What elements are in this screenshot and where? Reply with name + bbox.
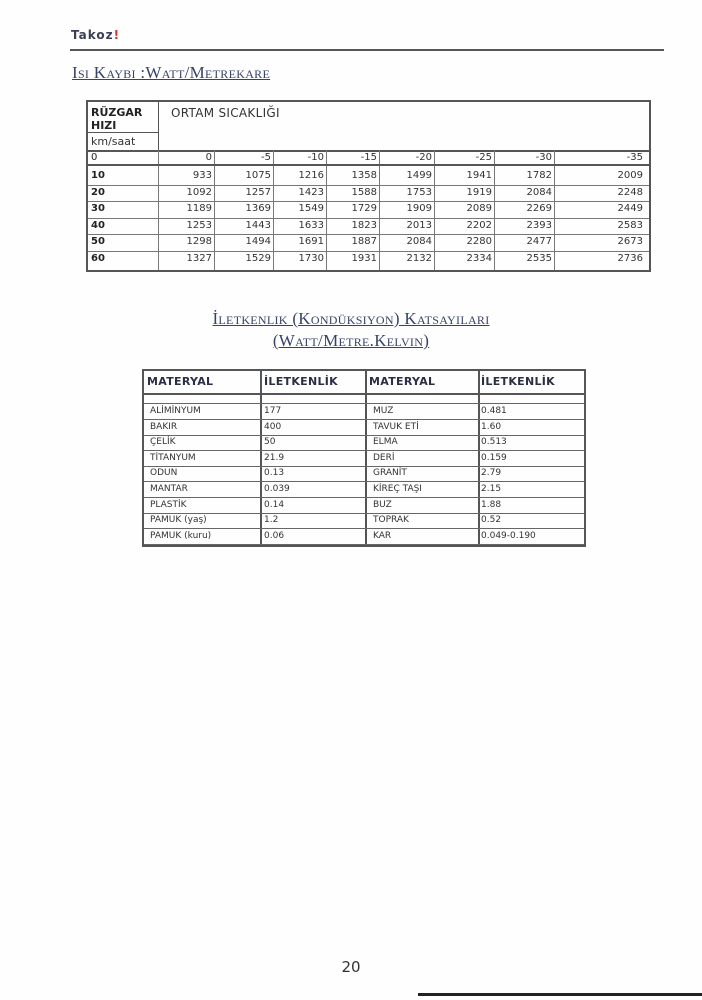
material-cell: 0.13 (264, 468, 285, 479)
wind-speed-label: 60 (91, 252, 105, 264)
row-divider (144, 481, 584, 482)
material-cell: 0.513 (481, 437, 507, 448)
material-cell: 0.039 (264, 484, 290, 494)
material-cell: 50 (264, 437, 276, 448)
column-tick (158, 150, 159, 164)
header-divider (144, 393, 584, 395)
heat-loss-cell: 1216 (298, 170, 324, 181)
heat-loss-cell: 2084 (406, 236, 432, 247)
wind-speed-label: 10 (91, 170, 105, 181)
heat-loss-cell: 2393 (526, 219, 552, 231)
material-cell: KİREÇ TAŞI (373, 484, 422, 494)
heat-loss-cell: 1633 (298, 219, 324, 231)
page-number: 20 (341, 958, 361, 976)
heat-loss-cell: 1443 (245, 219, 271, 231)
row-divider (88, 201, 649, 202)
material-cell: TİTANYUM (150, 452, 196, 463)
row-divider (88, 185, 649, 186)
material-cell: 1.88 (481, 499, 502, 510)
material-cell: 1.60 (481, 421, 502, 432)
material-cell: BUZ (373, 499, 392, 510)
heat-loss-cell: 1358 (351, 170, 377, 181)
temperature-header: -25 (475, 152, 492, 163)
conductivity-title-line1: İletkenlik (Kondüksiyon) Katsayilari (212, 309, 490, 328)
row-divider (88, 234, 649, 235)
heat-loss-cell: 2736 (617, 252, 643, 264)
material-cell: TOPRAK (373, 515, 409, 526)
row-divider (144, 528, 584, 529)
column-divider (158, 166, 159, 270)
temperature-header: -35 (626, 152, 643, 163)
heat-loss-cell: 1529 (245, 252, 271, 264)
material-cell: 2.15 (481, 484, 502, 494)
temperature-header: -10 (307, 152, 324, 163)
row-divider (144, 497, 584, 498)
row-divider (144, 419, 584, 420)
heat-loss-cell: 2583 (617, 219, 643, 231)
heat-loss-cell: 1887 (351, 236, 377, 247)
wind-speed-label: 20 (91, 186, 105, 198)
heat-loss-cell: 1823 (351, 219, 377, 231)
material-cell: ODUN (150, 468, 178, 479)
heat-loss-title: Isi Kaybi :Watt/Metrekare (72, 63, 271, 82)
heat-loss-cell: 1919 (466, 186, 492, 198)
column-tick (494, 150, 495, 164)
heat-loss-cell: 2089 (466, 203, 492, 214)
heat-loss-cell: 1499 (406, 170, 432, 181)
column-divider (260, 371, 262, 545)
zero-row-label: 0 (91, 152, 98, 163)
heat-loss-cell: 1092 (186, 186, 212, 198)
material-cell: 0.06 (264, 530, 285, 541)
row-divider (144, 435, 584, 436)
heat-loss-cell: 2334 (466, 252, 492, 264)
heat-loss-cell: 2248 (617, 186, 643, 198)
material-cell: DERİ (373, 452, 395, 463)
heat-loss-cell: 2084 (526, 186, 552, 198)
header-rule (70, 49, 664, 51)
column-tick (326, 150, 327, 164)
heat-loss-cell: 2202 (466, 219, 492, 231)
row-divider (144, 513, 584, 514)
column-header: MATERYAL (147, 375, 214, 388)
material-cell: 0.14 (264, 499, 285, 510)
column-tick (554, 150, 555, 164)
wind-speed-header: RÜZGAR HIZI (91, 106, 143, 132)
heat-loss-cell: 2535 (526, 252, 552, 264)
temperature-header: -15 (360, 152, 377, 163)
material-cell: 0.52 (481, 515, 502, 526)
column-divider (273, 166, 274, 270)
footer-rule (418, 993, 702, 996)
heat-loss-cell: 1369 (245, 203, 271, 214)
material-cell: 0.049-0.190 (481, 530, 536, 541)
heat-loss-cell: 1423 (298, 186, 324, 198)
material-cell: 1.2 (264, 515, 279, 526)
heat-loss-cell: 2449 (617, 203, 643, 214)
material-cell: ÇELİK (150, 437, 176, 448)
conductivity-title-line2: (Watt/Metre.Kelvin) (272, 331, 430, 350)
column-tick (434, 150, 435, 164)
heat-loss-cell: 1257 (245, 186, 271, 198)
material-cell: KAR (373, 530, 392, 541)
heat-loss-cell: 1549 (298, 203, 324, 214)
header-divider (144, 403, 584, 404)
material-cell: TAVUK ETİ (373, 421, 419, 432)
heat-loss-cell: 1753 (406, 186, 432, 198)
heat-loss-table (86, 100, 651, 272)
column-tick (273, 150, 274, 164)
column-divider (478, 371, 480, 545)
wind-speed-label: 30 (91, 203, 105, 214)
heat-loss-cell: 1909 (406, 203, 432, 214)
heat-loss-cell: 1494 (245, 236, 271, 247)
column-tick (379, 150, 380, 164)
material-cell: MUZ (373, 406, 394, 416)
material-cell: 177 (264, 406, 282, 416)
row-divider (144, 544, 584, 545)
material-cell: ALİMİNYUM (150, 406, 201, 416)
column-tick (214, 150, 215, 164)
heat-loss-cell: 1691 (298, 236, 324, 247)
material-cell: 0.481 (481, 406, 507, 416)
heat-loss-cell: 2673 (617, 236, 643, 247)
material-cell: 21.9 (264, 452, 285, 463)
column-divider (379, 166, 380, 270)
wind-speed-label: 40 (91, 219, 105, 231)
material-cell: 400 (264, 421, 282, 432)
heat-loss-cell: 1327 (186, 252, 212, 264)
column-divider (365, 371, 367, 545)
heat-loss-cell: 2009 (617, 170, 643, 181)
heat-loss-cell: 2280 (466, 236, 492, 247)
brand-logo: Takoz! (71, 28, 121, 42)
column-divider (434, 166, 435, 270)
column-divider (326, 166, 327, 270)
heat-loss-cell: 2269 (526, 203, 552, 214)
header-divider (88, 164, 649, 166)
material-cell: 2.79 (481, 468, 502, 479)
temperature-header: -30 (535, 152, 552, 163)
ambient-temp-header: ORTAM SICAKLIĞI (171, 106, 280, 120)
heat-loss-cell: 1298 (186, 236, 212, 247)
row-divider (144, 450, 584, 451)
heat-loss-cell: 1075 (245, 170, 271, 181)
wind-speed-unit: km/saat (91, 135, 136, 148)
material-cell: MANTAR (150, 484, 188, 494)
material-cell: ELMA (373, 437, 398, 448)
heat-loss-cell: 933 (192, 170, 212, 181)
material-cell: BAKIR (150, 421, 178, 432)
row-divider (88, 251, 649, 252)
row-divider (88, 218, 649, 219)
column-divider (554, 166, 555, 270)
material-cell: PAMUK (kuru) (150, 530, 212, 541)
heat-loss-cell: 1931 (351, 252, 377, 264)
row-divider (144, 466, 584, 467)
wind-speed-label: 50 (91, 236, 105, 247)
heat-loss-cell: 1588 (351, 186, 377, 198)
heat-loss-cell: 1782 (526, 170, 552, 181)
heat-loss-cell: 1729 (351, 203, 377, 214)
temperature-header: -5 (261, 152, 271, 163)
column-divider (214, 166, 215, 270)
column-header: İLETKENLİK (264, 375, 338, 388)
heat-loss-cell: 1189 (186, 203, 212, 214)
material-cell: GRANİT (373, 468, 407, 479)
heat-loss-cell: 2013 (406, 219, 432, 231)
heat-loss-cell: 1941 (466, 170, 492, 181)
heat-loss-cell: 2477 (526, 236, 552, 247)
heat-loss-cell: 1730 (298, 252, 324, 264)
material-cell: PAMUK (yaş) (150, 515, 207, 526)
temperature-header: -20 (415, 152, 432, 163)
heat-loss-cell: 2132 (406, 252, 432, 264)
heat-loss-cell: 1253 (186, 219, 212, 231)
material-cell: 0.159 (481, 452, 507, 463)
material-cell: PLASTİK (150, 499, 187, 510)
conductivity-table (142, 369, 586, 547)
temperature-header: 0 (205, 152, 212, 163)
column-header: İLETKENLİK (481, 375, 555, 388)
column-header: MATERYAL (369, 375, 436, 388)
column-divider (494, 166, 495, 270)
